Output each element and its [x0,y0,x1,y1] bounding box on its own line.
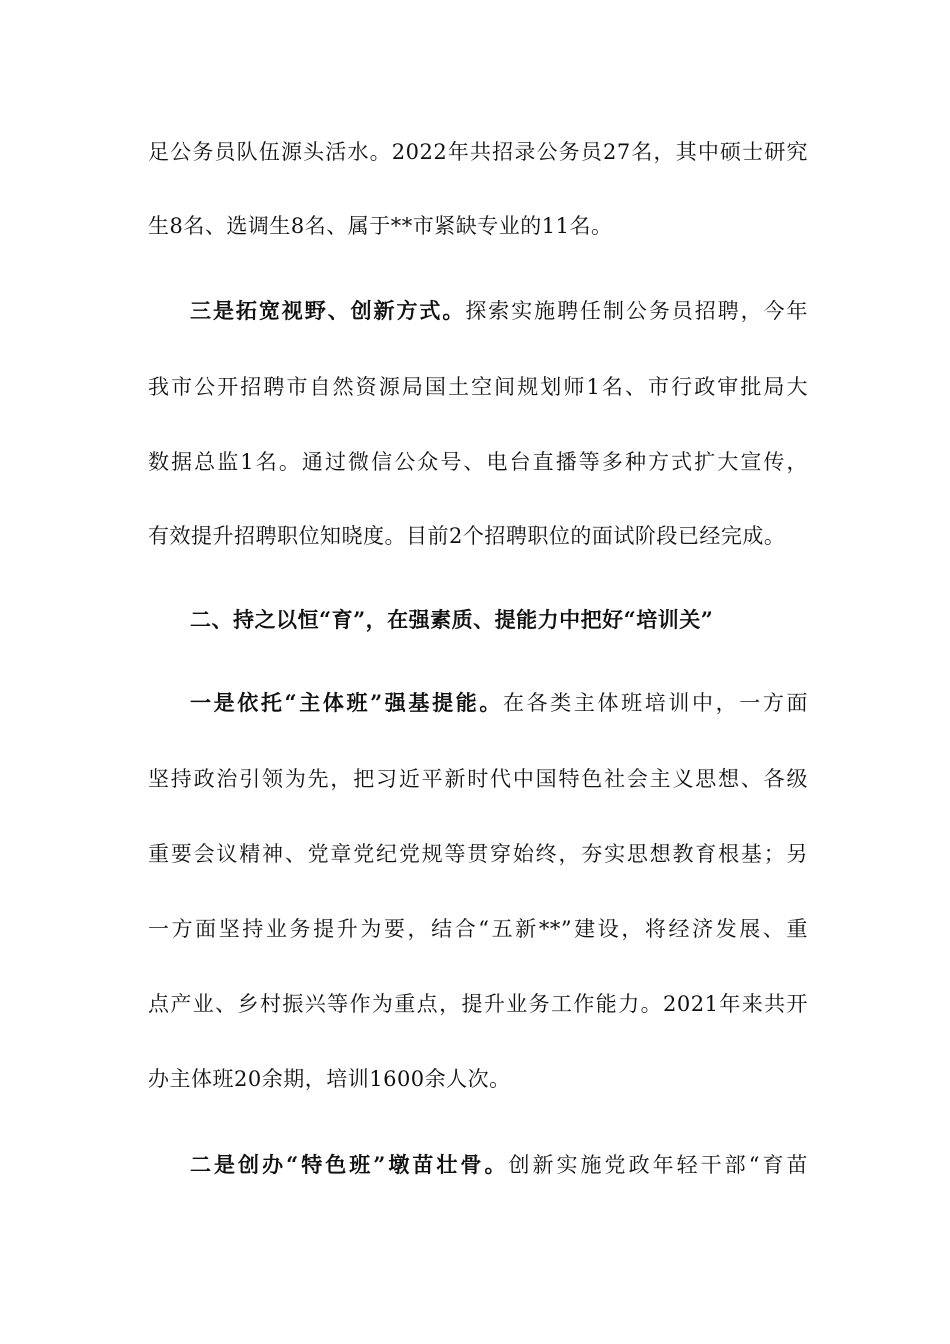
section-heading: 二、持之以恒“育”，在强素质、提能力中把好“培训关” [190,607,714,632]
body-text-line: 一方面坚持业务提升为要，结合“五新**”建设，将经济发展、重 [148,917,808,941]
paragraph-first-line [190,297,808,325]
body-text-line: 点产业、乡村振兴等作为重点，提升业务工作能力。2021年来共开 [148,992,808,1016]
body-text-line: 生8名、选调生8名、属于**市紧缺专业的11名。 [148,214,613,238]
paragraph-text: 探索实施聘任制公务员招聘，今年 [465,299,809,323]
paragraph-first-line [190,689,808,717]
body-text-line: 我市公开招聘市自然资源局国土空间规划师1名、市行政审批局大 [148,375,808,399]
paragraph-text: 在各类主体班培训中，一方面 [502,691,808,715]
body-text-line: 重要会议精神、党章党纪党规等贯穿始终，夯实思想教育根基；另 [148,842,808,866]
paragraph-first-line [190,1151,808,1179]
body-text-line: 有效提升招聘职位知晓度。目前2个招聘职位的面试阶段已经完成。 [148,524,786,548]
body-text-line: 数据总监1名。通过微信公众号、电台直播等多种方式扩大宣传， [148,450,808,474]
paragraph-lead-bold: 一是依托“主体班”强基提能。 [190,690,503,715]
paragraph-text: 创新实施党政年轻干部“育苗 [508,1153,808,1177]
body-text-line: 坚持政治引领为先，把习近平新时代中国特色社会主义思想、各级 [148,767,808,791]
body-text-line: 足公务员队伍源头活水。2022年共招录公务员27名，其中硕士研究 [148,140,808,164]
paragraph-lead-bold: 二是创办“特色班”墩苗壮骨。 [190,1152,509,1177]
body-text-line: 办主体班20余期，培训1600余人次。 [148,1067,511,1091]
paragraph-lead-bold: 三是拓宽视野、创新方式。 [190,298,466,323]
